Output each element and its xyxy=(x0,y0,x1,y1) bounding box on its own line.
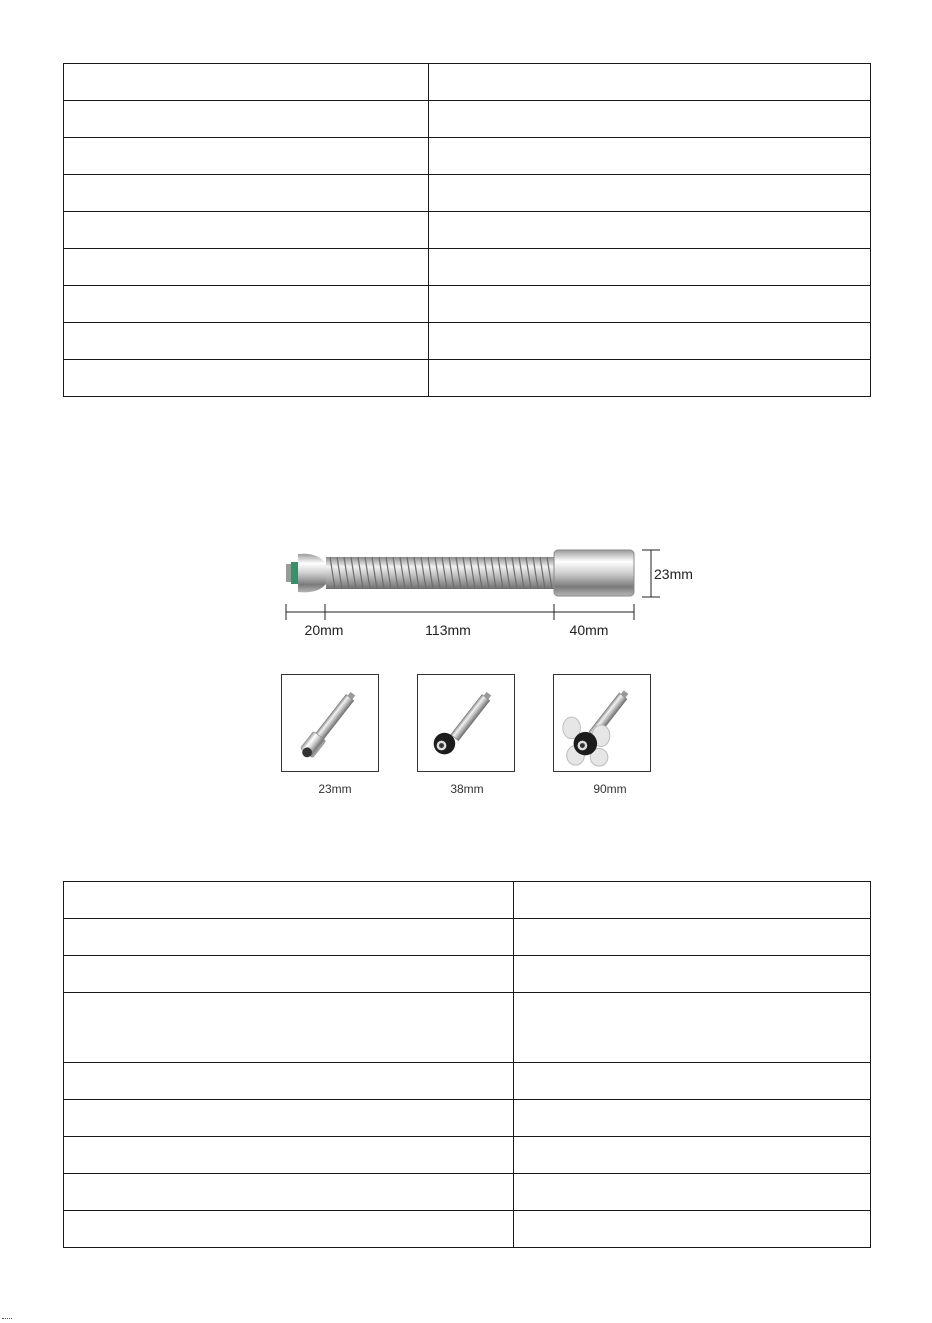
camera-head-illustration xyxy=(286,550,634,596)
table-row xyxy=(64,101,871,138)
table-cell xyxy=(64,1137,514,1174)
table-cell xyxy=(64,1211,514,1248)
table-cell xyxy=(429,323,871,360)
spec-table-top xyxy=(63,63,871,397)
table-cell xyxy=(64,993,514,1063)
table-cell xyxy=(429,64,871,101)
rear-cap xyxy=(298,554,326,593)
camera-head-black-bumper-icon xyxy=(418,675,514,771)
table-cell xyxy=(64,138,429,175)
thumbnail-wheeled xyxy=(553,674,651,772)
table-cell xyxy=(514,1063,871,1100)
table-cell xyxy=(429,286,871,323)
table-cell xyxy=(64,1063,514,1100)
page-corner-mark xyxy=(2,1316,12,1319)
table-cell xyxy=(514,1137,871,1174)
table-row xyxy=(64,956,871,993)
table-cell xyxy=(64,1100,514,1137)
camera-head-dimension-diagram xyxy=(270,540,720,650)
table-cell xyxy=(64,882,514,919)
table-cell xyxy=(64,249,429,286)
table-cell xyxy=(429,101,871,138)
table-cell xyxy=(514,993,871,1063)
table-row xyxy=(64,1174,871,1211)
dimension-label-rear: 20mm xyxy=(304,622,344,638)
table-cell xyxy=(514,1174,871,1211)
thumbnail-black-bumper xyxy=(417,674,515,772)
table-row xyxy=(64,360,871,397)
dimension-label-diameter: 23mm xyxy=(654,566,693,582)
table-cell xyxy=(429,249,871,286)
table-cell xyxy=(429,212,871,249)
table-cell xyxy=(64,956,514,993)
spec-table-bottom xyxy=(63,881,871,1248)
table-row xyxy=(64,1211,871,1248)
table-cell xyxy=(64,919,514,956)
table-cell xyxy=(64,1174,514,1211)
thumbnail-caption: 38mm xyxy=(450,782,484,796)
table-cell xyxy=(64,212,429,249)
table-row xyxy=(64,882,871,919)
camera-head-bare-icon xyxy=(282,675,378,771)
table-row xyxy=(64,249,871,286)
table-cell xyxy=(429,138,871,175)
table-cell xyxy=(64,175,429,212)
dimension-label-camera: 40mm xyxy=(569,622,609,638)
table-row xyxy=(64,1063,871,1100)
table-row xyxy=(64,1137,871,1174)
table-row xyxy=(64,993,871,1063)
table-cell xyxy=(514,882,871,919)
table-row xyxy=(64,323,871,360)
thumbnail-caption: 90mm xyxy=(593,782,627,796)
table-cell xyxy=(64,360,429,397)
dimension-label-spring: 113mm xyxy=(425,622,471,638)
table-cell xyxy=(429,360,871,397)
table-cell xyxy=(64,323,429,360)
table-cell xyxy=(64,64,429,101)
table-cell xyxy=(64,286,429,323)
camera-housing xyxy=(554,550,634,596)
table-row xyxy=(64,138,871,175)
table-cell xyxy=(514,1100,871,1137)
table-cell xyxy=(514,919,871,956)
table-row xyxy=(64,286,871,323)
table-cell xyxy=(514,1211,871,1248)
table-row xyxy=(64,64,871,101)
thumbnail-caption: 23mm xyxy=(318,782,352,796)
table-row xyxy=(64,919,871,956)
table-cell xyxy=(64,101,429,138)
thumbnail-bare xyxy=(281,674,379,772)
table-row xyxy=(64,1100,871,1137)
table-cell xyxy=(514,956,871,993)
seal-ring xyxy=(291,562,298,584)
camera-head-wheeled-icon xyxy=(554,675,650,771)
table-row xyxy=(64,212,871,249)
table-row xyxy=(64,175,871,212)
table-cell xyxy=(429,175,871,212)
